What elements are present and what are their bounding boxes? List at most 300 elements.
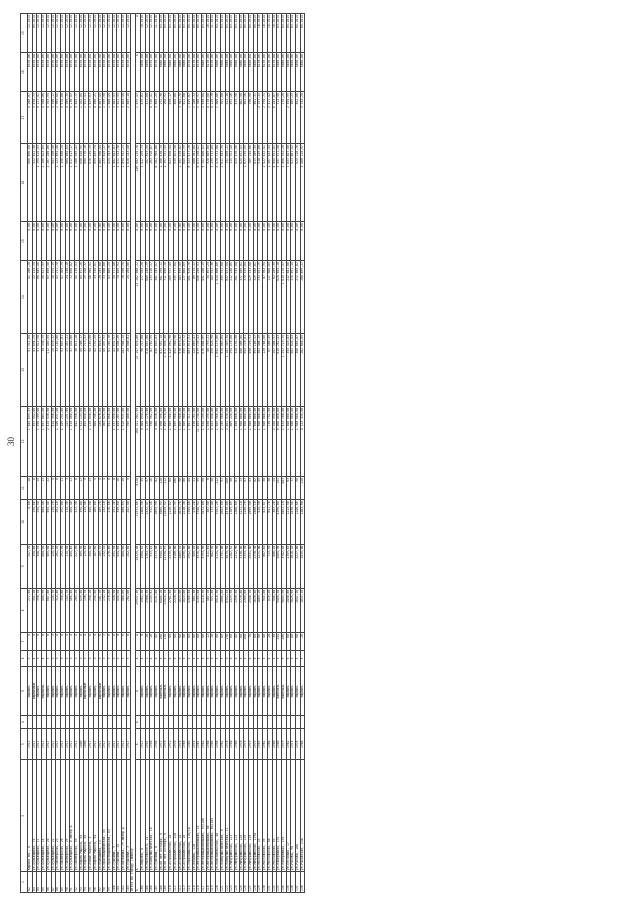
table-cell: 11 [60, 476, 65, 499]
table-cell: 87 [51, 872, 56, 893]
table-cell: панельн. [277, 666, 282, 715]
table-cell: ул.Коммунистическая, 6 [220, 760, 225, 872]
table-cell: 390,70 [37, 588, 42, 632]
table-cell: 476,20 [192, 500, 197, 544]
table-cell: 5680,00 [230, 53, 235, 92]
table-cell: 4 033 540,00 [211, 406, 216, 476]
table-cell: 05.2015 [249, 14, 254, 53]
table-cell: 3 643,53 [112, 92, 117, 144]
table-cell: 0,00 [37, 222, 42, 261]
table-cell: 485,00 [173, 92, 178, 144]
table-cell: ул.Набережная, 193 [281, 760, 286, 872]
column-number-header: 13 [21, 333, 28, 406]
table-cell: 543 768,48 [51, 144, 56, 222]
table-cell: 6 [107, 632, 112, 650]
table-cell: 03.2015 [281, 14, 286, 53]
table-cell: 82 762,95 [150, 333, 155, 406]
table-cell: 144 [277, 632, 282, 650]
table-cell: 1 500 000,00 [239, 406, 244, 476]
table-cell: 60 [183, 632, 188, 650]
table-cell: 921,40 [211, 588, 216, 632]
table-cell: 487,70 [206, 588, 211, 632]
table-cell: ул.Бульварная, 11 [37, 760, 42, 872]
table-cell: 62 189,39 [272, 261, 277, 334]
table-cell: 5 [126, 476, 131, 499]
table-cell: 3 [65, 651, 70, 667]
table-cell: 5 [187, 651, 192, 667]
table-cell: 8 [112, 476, 117, 499]
table-cell: 0,00 [296, 222, 301, 261]
table-cell: 11971,06 [136, 500, 141, 544]
table-cell: 6370,00 [154, 53, 159, 92]
table-cell: кирпич. [93, 666, 98, 715]
table-cell: 3 483,72 [75, 92, 80, 144]
table-cell: 0,00 [211, 222, 216, 261]
table-cell: 4 948,86 [42, 92, 47, 144]
table-cell: 1972 [169, 729, 174, 760]
table-cell: 25 [272, 476, 277, 499]
table-cell: 3 [28, 651, 33, 667]
table-cell: 05.2015 [253, 14, 258, 53]
table-cell: 88 [56, 872, 61, 893]
table-cell: 576 761,00 [192, 406, 197, 476]
table-cell: кирпич. [202, 666, 207, 715]
table-cell: 1 894 762,23 [122, 144, 127, 222]
table-cell: 1464,56 [140, 500, 145, 544]
table-cell: 350,00 [117, 500, 122, 544]
table-cell: кирпич. [239, 666, 244, 715]
table-cell: 4 [140, 651, 145, 667]
table-cell: X [136, 760, 141, 872]
table-cell: 2025,39 [173, 500, 178, 544]
table-cell: ул.Мичуринская, 123 [234, 760, 239, 872]
table-cell: 10 [122, 476, 127, 499]
table-cell: 3 [60, 651, 65, 667]
table-cell: 6 [46, 632, 51, 650]
table-cell: 0,00 [112, 222, 117, 261]
table-cell: 5460,00 [286, 53, 291, 92]
table-cell: 123 [230, 872, 235, 893]
table-cell: 6370,00 [46, 53, 51, 92]
table-cell: 115,30 [65, 500, 70, 544]
table-cell: 6370,00 [187, 53, 192, 92]
table-cell: 5680,00 [178, 53, 183, 92]
table-cell: 1880 [84, 729, 89, 760]
table-cell: 701,88 [220, 92, 225, 144]
table-cell: 3 [117, 651, 122, 667]
table-cell: 2 427 432,41 [263, 144, 268, 222]
table-cell: кирпич. [60, 666, 65, 715]
table-cell: 3571,08 [202, 500, 207, 544]
table-cell: 40 965,51 [89, 261, 94, 334]
table-cell: 933,82 [150, 544, 155, 588]
table-cell: 5 [211, 651, 216, 667]
table-cell: кирпич. [122, 666, 127, 715]
table-cell: 03.2015 [234, 14, 239, 53]
table-cell: 112 403,55 [46, 333, 51, 406]
table-cell: 3 403,50 [122, 92, 127, 144]
table-cell: 45 497,93 [103, 333, 108, 406]
table-cell: 2210,30 [183, 500, 188, 544]
table-cell: 6370,00 [42, 53, 47, 92]
table-cell: панельн. [281, 666, 286, 715]
table-cell: 18 [145, 632, 150, 650]
table-cell: 60 [173, 632, 178, 650]
table-cell: 281,10 [56, 544, 61, 588]
table-cell: 03.2015 [164, 14, 169, 53]
table-cell: 0,00 [286, 222, 291, 261]
table-cell: 928 669,64 [206, 144, 211, 222]
table-cell: ул.Красноармейская, 63 [107, 760, 112, 872]
table-cell: 3 [112, 651, 117, 667]
table-cell: кирпич. [230, 666, 235, 715]
table-cell: 3 350,17 [51, 92, 56, 144]
table-cell: 4116,30 [202, 588, 207, 632]
table-cell: 169,70 [98, 500, 103, 544]
table-cell: 303 484,19 [258, 333, 263, 406]
table-cell: 0,00 [79, 222, 84, 261]
table-cell: 1456,80 [286, 588, 291, 632]
table-cell: 03.2015 [225, 14, 230, 53]
table-cell: 7 033 407,58 [286, 144, 291, 222]
table-cell: 100 [244, 632, 249, 650]
column-number-header: 10 [21, 500, 28, 544]
table-cell: 359 579,72 [183, 333, 188, 406]
table-cell: 38 [263, 476, 268, 499]
table-cell: 2277,00 [296, 544, 301, 588]
table-cell: 1 848,44 [107, 92, 112, 144]
table-cell: 1271,80 [258, 544, 263, 588]
table-cell: 711 856,26 [164, 261, 169, 334]
table-cell: 3 [51, 632, 56, 650]
table-cell: 185,00 [93, 500, 98, 544]
table-cell: 1960 [272, 729, 277, 760]
table-cell: 1 500 000,00 [258, 406, 263, 476]
table-cell: 1390,30 [234, 588, 239, 632]
table-cell: 0,00 [192, 222, 197, 261]
table-cell: 0,00 [220, 222, 225, 261]
table-cell: 121 [220, 872, 225, 893]
table-cell: 120 [164, 632, 169, 650]
table-cell: 0,00 [249, 222, 254, 261]
table-cell: 1958 [150, 729, 155, 760]
table-cell: 11734,57 [164, 544, 169, 588]
table-cell: 6370,00 [103, 53, 108, 92]
table-cell: 1 020 243,40 [126, 144, 131, 222]
table-cell: 1 077 195,59 [244, 144, 249, 222]
table-cell: 0,00 [93, 222, 98, 261]
table-cell: 1917 [126, 729, 131, 760]
table-cell: 605 148,79 [145, 261, 150, 334]
table-cell: 0,00 [239, 222, 244, 261]
table-cell: 375 535,04 [244, 261, 249, 334]
table-cell: 137 [296, 872, 301, 893]
table-cell: кирпич. [197, 666, 202, 715]
table-cell: 9465,30 [277, 588, 282, 632]
table-cell: 2 098 394,00 [159, 406, 164, 476]
table-cell: ул.Красноармейская, 55 [103, 760, 108, 872]
table-cell: 2816,10 [291, 544, 296, 588]
table-cell: 54 163,60 [89, 333, 94, 406]
table-cell: 713,30 [267, 544, 272, 588]
table-cell: 3944,53 [159, 544, 164, 588]
table-cell: 63 [286, 476, 291, 499]
table-cell: 130 [263, 872, 268, 893]
table-cell: 44 270,53 [75, 261, 80, 334]
table-cell: 1 042 179,06 [216, 333, 221, 406]
table-cell: 454,60 [117, 588, 122, 632]
table-cell: 5 [258, 651, 263, 667]
table-cell: 3491,10 [281, 500, 286, 544]
table-cell: 872 551,15 [159, 333, 164, 406]
table-cell: 05.2015 [244, 14, 249, 53]
table-cell: 462,56 [244, 92, 249, 144]
table-cell: ул.Интернациональная, 53/106 [202, 760, 207, 872]
table-cell: 1979 [253, 729, 258, 760]
column-number-header: 5 [21, 666, 28, 715]
table-cell: 60 [230, 632, 235, 650]
table-cell: 471,68 [145, 92, 150, 144]
table-cell: ул.Бульварная, 21 [51, 760, 56, 872]
table-cell: X [136, 53, 141, 92]
table-cell: 12.2014 [42, 14, 47, 53]
table-cell: 11 [70, 476, 75, 499]
table-cell: 3 [75, 651, 80, 667]
table-cell: 87 983,94 [263, 261, 268, 334]
table-cell: 130 [225, 632, 230, 650]
table-cell: 97 [220, 476, 225, 499]
table-cell: кирпич. [216, 666, 221, 715]
table-cell: 1 500 000,00 [296, 406, 301, 476]
table-cell: 120 784,68 [263, 333, 268, 406]
table-cell: 5 [239, 651, 244, 667]
table-cell: 5 [169, 651, 174, 667]
table-cell: 603 672,51 [187, 333, 192, 406]
table-cell: 5680,00 [277, 53, 282, 92]
table-cell: 22 [46, 476, 51, 499]
table-cell: ул.Московская, 23 [258, 760, 263, 872]
table-cell: 5 [263, 651, 268, 667]
table-cell: 345,50 [89, 544, 94, 588]
table-cell: ул.Астраханская, 12а [173, 760, 178, 872]
table-cell: 611,08 [183, 92, 188, 144]
table-cell: 32 114,75 [32, 261, 37, 334]
table-cell: 24 264,80 [126, 261, 131, 334]
table-cell: ул.Куйбышева, 13 [98, 760, 103, 872]
table-cell: 156,70 [84, 588, 89, 632]
table-cell: ул.Пушкина, 15 [117, 760, 122, 872]
table-cell: 1 083 706,44 [98, 144, 103, 222]
table-cell: 1976 [173, 729, 178, 760]
table-cell: 429 753,66 [249, 261, 254, 334]
table-cell: 11424,70 [164, 588, 169, 632]
table-cell: 254,50 [37, 500, 42, 544]
table-cell: 20 375,19 [51, 261, 56, 334]
table-cell: 0,00 [65, 222, 70, 261]
table-cell: 6370,00 [126, 53, 131, 92]
table-cell: 0,00 [117, 222, 122, 261]
table-cell: X [136, 14, 141, 53]
table-cell: 13 [89, 476, 94, 499]
table-cell: ул.Московская, 39 [263, 760, 268, 872]
table-cell: 554 853,03 [154, 333, 159, 406]
table-cell: 6370,00 [65, 53, 70, 92]
table-cell: 1 522 133,00 [79, 406, 84, 476]
table-cell: 117 606,05 [267, 261, 272, 334]
table-cell: 8 [140, 632, 145, 650]
table-cell: 61 201,70 [107, 333, 112, 406]
table-cell: 4 985,34 [65, 92, 70, 144]
table-cell: 12.2014 [56, 14, 61, 53]
table-cell: 11.2016 [154, 14, 159, 53]
table-cell: 0,00 [169, 222, 174, 261]
table-cell: 9 [277, 651, 282, 667]
table-cell: X [136, 651, 141, 667]
table-cell: 8 [79, 632, 84, 650]
table-cell: 307,50 [206, 500, 211, 544]
table-cell: 545,20 [192, 544, 197, 588]
table-cell: 1961 [263, 729, 268, 760]
table-cell: 05.2015 [32, 14, 37, 53]
table-cell: 95 [89, 872, 94, 893]
table-cell: 70 330,75 [42, 333, 47, 406]
table-cell: 9 [225, 651, 230, 667]
table-cell: 1975 [291, 729, 296, 760]
table-cell: кирпич. [178, 666, 183, 715]
table-cell: 11.2014 [211, 14, 216, 53]
table-cell: кирпич. [263, 666, 268, 715]
table-cell: 50 584,26 [117, 333, 122, 406]
table-cell: 0,00 [107, 222, 112, 261]
table-cell: 4 125,76 [211, 92, 216, 144]
table-cell: 1260,60 [234, 500, 239, 544]
table-cell: 1961 [220, 729, 225, 760]
table-cell: 97 [98, 872, 103, 893]
table-cell: 12.2014 [46, 14, 51, 53]
table-cell: 4 [93, 632, 98, 650]
table-cell: панельн. [164, 666, 169, 715]
table-cell: 0,00 [183, 222, 188, 261]
table-cell: кирпич. [253, 666, 258, 715]
table-cell: 131 [267, 872, 272, 893]
table-cell: 37 713,43 [84, 333, 89, 406]
table-cell: 181,70 [98, 588, 103, 632]
table-cell: 292,80 [60, 500, 65, 544]
table-cell: 1213,50 [286, 500, 291, 544]
table-cell: 5 [230, 651, 235, 667]
table-cell: 315 923,40 [230, 144, 235, 222]
table-cell: 641,70 [267, 500, 272, 544]
table-cell: 2 459,07 [187, 92, 192, 144]
table-cell: 543 778,01 [244, 333, 249, 406]
table-cell: 1977 [159, 729, 164, 760]
table-cell: 1 509 960,00 [169, 406, 174, 476]
table-cell: 6332,34 [225, 588, 230, 632]
table-cell: ул.Московская, 59 [272, 760, 277, 872]
table-cell: 12 [206, 632, 211, 650]
table-cell: 2 905,64 [56, 92, 61, 144]
table-cell: 6170,00 [272, 53, 277, 92]
table-cell: 12.2014 [107, 14, 112, 53]
table-cell: 3976,60 [197, 544, 202, 588]
table-cell: 809 224,00 [230, 406, 235, 476]
table-cell: 2 849,14 [126, 92, 131, 144]
table-cell: 2 425 530,00 [46, 406, 51, 476]
column-number-header: 6 [21, 651, 28, 667]
table-cell: ул.Комсомольская, 4а [216, 760, 221, 872]
table-cell: 60 [192, 632, 197, 650]
table-cell: кирпичн. [42, 666, 47, 715]
table-cell: 2 017 413,17 [70, 144, 75, 222]
table-cell: 610 657,08 [145, 333, 150, 406]
table-cell: 1 500 000,00 [234, 406, 239, 476]
table-cell: 104 [140, 872, 145, 893]
table-cell: 656 256,53 [197, 261, 202, 334]
table-cell: 1 002 643,07 [112, 144, 117, 222]
table-cell: 60 [220, 632, 225, 650]
table-cell: 2 104 394,00 [272, 406, 277, 476]
table-cell: 1917 [89, 729, 94, 760]
table-cell: 5680,00 [225, 53, 230, 92]
table-cell: 1917 [65, 729, 70, 760]
table-cell: 1329,90 [230, 588, 235, 632]
table-cell: 5 [249, 651, 254, 667]
table-cell: 0,00 [75, 222, 80, 261]
table-cell: 13 [42, 476, 47, 499]
table-cell: 29 240,37 [84, 261, 89, 334]
table-cell: 0,00 [178, 222, 183, 261]
table-cell: 2751,00 [220, 544, 225, 588]
table-cell: 4 474 773,00 [216, 144, 221, 222]
table-cell: 0,00 [136, 222, 141, 261]
table-cell: 12.2014 [84, 14, 89, 53]
table-cell: 2540,70 [249, 588, 254, 632]
table-cell: 60 [154, 632, 159, 650]
table-cell: 12.2014 [93, 14, 98, 53]
table-cell: 4396,80 [277, 500, 282, 544]
table-cell: ул.Бульварная, 20 [46, 760, 51, 872]
rotated-sheet [20, 13, 620, 893]
table-cell: ул.Пионерская, 59 [75, 760, 80, 872]
table-cell: 2 397 331,45 [164, 144, 169, 222]
table-cell: 1880 [79, 729, 84, 760]
table-cell: кирпич. [126, 666, 131, 715]
table-cell: 70 [249, 632, 254, 650]
table-cell: 8 [56, 476, 61, 499]
table-cell: 12.2014 [98, 14, 103, 53]
table-cell: 1 129 176,00 [145, 406, 150, 476]
table-cell: 169,70 [98, 544, 103, 588]
table-cell: кирпичные [84, 666, 89, 715]
table-cell: 108 [281, 632, 286, 650]
table-cell: 100 [112, 872, 117, 893]
table-cell: X [136, 872, 141, 893]
table-cell: кирпич. [70, 666, 75, 715]
table-cell: 147 504,97 [272, 333, 277, 406]
table-cell: 2085,10 [178, 544, 183, 588]
table-cell: 1 471 753,30 [117, 144, 122, 222]
table-cell: кирпич. [140, 666, 145, 715]
table-cell: 1987 [197, 729, 202, 760]
table-cell: 1312,90 [234, 544, 239, 588]
table-cell: 625 872,43 [239, 144, 244, 222]
table-cell: ул.Ракова, 98 [291, 760, 296, 872]
table-cell: 90 [65, 872, 70, 893]
table-cell: 3 [126, 651, 131, 667]
table-cell: 60 [291, 632, 296, 650]
table-cell: 4 [42, 651, 47, 667]
table-cell: 124 [234, 872, 239, 893]
